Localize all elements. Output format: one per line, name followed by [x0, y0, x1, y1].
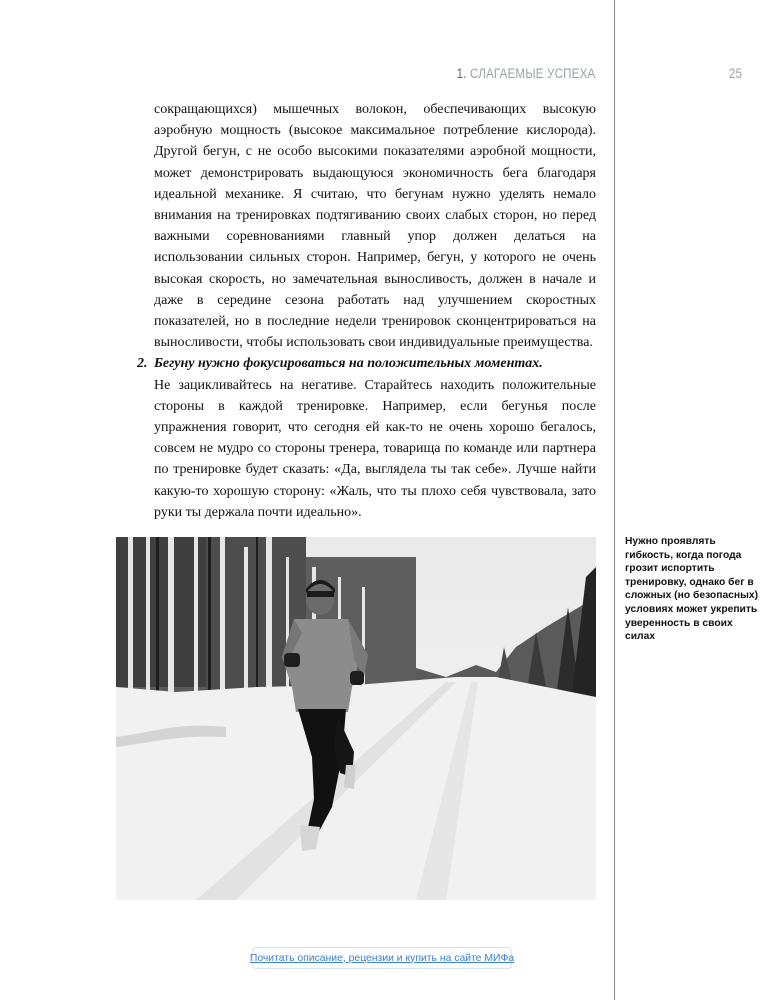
page-number: 25: [729, 66, 742, 81]
list-item-heading-text: Бегуну нужно фокусироваться на положительных моментах.: [154, 356, 543, 372]
body-text: [137, 99, 596, 523]
chapter-title: СЛАГАЕМЫЕ УСПЕХА: [469, 66, 595, 81]
runner-in-snow-photo: [116, 537, 596, 900]
promo-link[interactable]: Почитать описание, рецензии и купить на сайте МИФа: [252, 947, 512, 969]
photo-caption: Нужно проявлять гибкость, когда погода грозит испортить тренировку, однако бег в сложных (но безопасных) условиях может укрепить уверенность в своих силах: [625, 536, 759, 643]
chapter-number: 1.: [456, 66, 467, 81]
photo-illustration: [116, 537, 596, 900]
margin-rule: [614, 0, 615, 1000]
paragraph-1: сокращающихся) мышечных волокон, обеспечивающих высокую аэробную мощность (высокое максимальное потребление кислорода). Другой бегун, с не особо высокими показателями аэробной мощности, может демонстрировать выдающуюся экономичность бега благодаря идеальной механике. Я считаю, что бегунам нужно уделять немало внимания на тренировках подтягиванию своих слабых сторон, но перед важными соревнованиями главный упор должен делаться на использовании сильных сторон. Например, бегун, у которого не очень высокая скорость, но замечательная выносливость, должен в начале и даже в середине сезона работать над улучшением скоростных показателей, но в последние недели тренировок сконцентрироваться на выносливости, чтобы использовать свои индивидуальные преимущества.: [154, 102, 596, 351]
paragraph-2: Не зацикливайтесь на негативе. Старайтесь находить положительные стороны в каждой тренировке. Например, если бегунья после упражнения говорит, что сегодня ей как-то не очень хорошо бегалось, совсем не мудро со стороны тренера, товарища по команде или партнера по тренировке будет сказать: «Да, выглядела ты так себе». Лучше найти какую-то хорошую сторону: «Жаль, что ты плохо себя чувствовала, зато руки ты держала почти идеально».: [154, 377, 596, 520]
running-head: [456, 66, 595, 81]
list-item-heading: [137, 353, 596, 374]
list-item-number: 2.: [137, 356, 148, 372]
